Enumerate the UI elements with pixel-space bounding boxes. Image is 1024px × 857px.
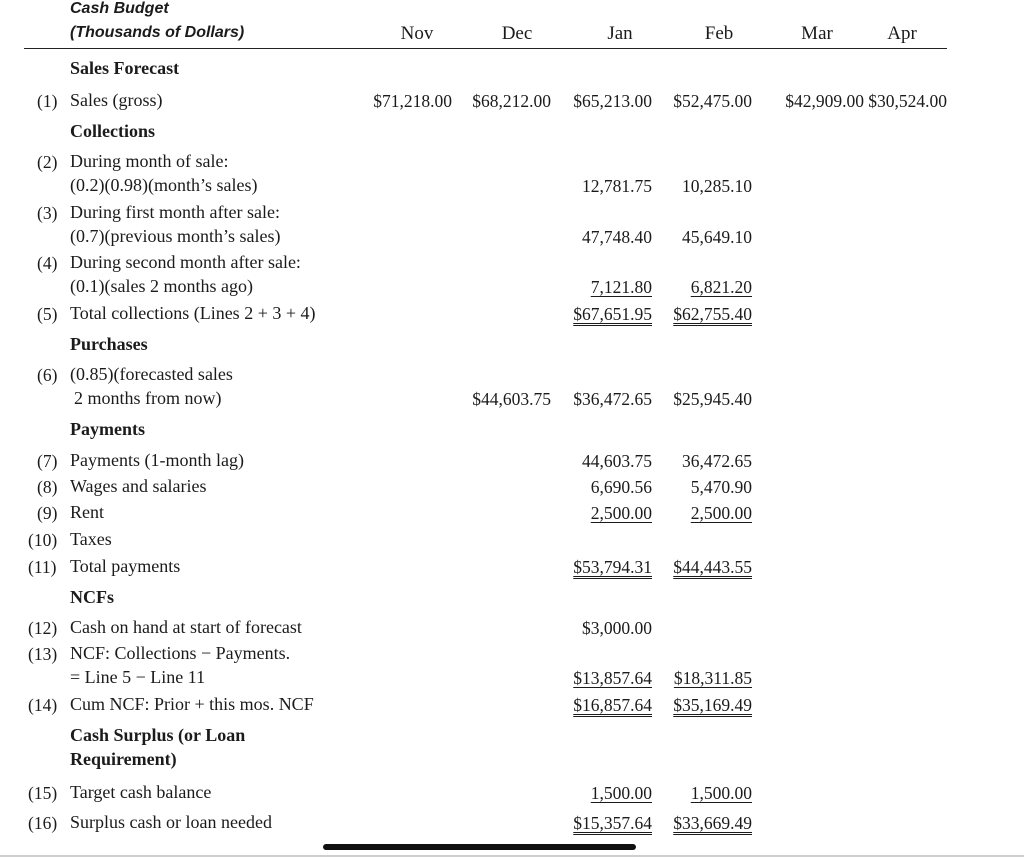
row-label-target-cash: Target cash balance [70, 782, 212, 802]
row-number: (12) [28, 618, 58, 638]
column-header-feb: Feb [704, 23, 734, 44]
cell-r14-jan: $16,857.64 [573, 695, 652, 715]
cell-sales-mar: $42,909.00 [785, 91, 864, 111]
section-collections: Collections [70, 121, 155, 141]
row-label-forecasted-sales: (0.85)(forecasted sales [70, 364, 233, 384]
cell-r9-jan: 2,500.00 [590, 503, 652, 523]
row-label-month-of-sale: During month of sale: [70, 151, 229, 171]
row-label-cash-on-hand: Cash on hand at start of forecast [70, 617, 302, 637]
cell-r6-jan: $36,472.65 [573, 389, 652, 409]
row-label-second-month-after: During second month after sale: [70, 252, 301, 272]
row-label-ncf: NCF: Collections − Payments. [70, 643, 291, 663]
row-label-ncf-formula: = Line 5 − Line 11 [70, 667, 206, 687]
row-label-first-month-after: During first month after sale: [70, 202, 280, 222]
cell-r2-feb: 10,285.10 [682, 176, 752, 196]
row-label-forecasted-sales-2: 2 months from now) [74, 388, 222, 408]
column-header-mar: Mar [801, 23, 833, 44]
row-number: (1) [37, 91, 58, 111]
row-number: (16) [28, 813, 58, 833]
cell-r16-jan: $15,357.64 [573, 813, 652, 833]
row-label-payments-lag: Payments (1-month lag) [70, 450, 244, 470]
row-number: (2) [37, 152, 58, 172]
row-label-surplus-cash: Surplus cash or loan needed [70, 812, 272, 832]
column-header-apr: Apr [887, 23, 917, 44]
table-subtitle: (Thousands of Dollars) [70, 24, 245, 41]
row-number: (9) [37, 503, 58, 523]
section-cash-surplus-2: Requirement) [70, 749, 177, 769]
row-number: (8) [37, 477, 58, 497]
cell-r6-feb: $25,945.40 [673, 389, 752, 409]
row-number: (10) [28, 530, 58, 550]
cell-r16-feb: $33,669.49 [673, 813, 752, 833]
row-number: (11) [28, 557, 57, 577]
cell-r12-jan: $3,000.00 [582, 618, 652, 638]
row-number: (3) [37, 203, 58, 223]
cell-r5-jan: $67,651.95 [573, 304, 652, 324]
cell-sales-dec: $68,212.00 [472, 91, 551, 111]
cell-r13-jan: $13,857.64 [573, 668, 652, 688]
cell-r8-jan: 6,690.56 [590, 477, 652, 497]
row-label-wages: Wages and salaries [70, 476, 207, 496]
section-payments: Payments [70, 419, 145, 439]
cell-r15-feb: 1,500.00 [690, 783, 752, 803]
cell-r11-feb: $44,443.55 [673, 557, 752, 577]
home-indicator[interactable] [323, 844, 636, 850]
row-number: (4) [37, 253, 58, 273]
cell-r5-feb: $62,755.40 [673, 304, 752, 324]
cell-r3-jan: 47,748.40 [582, 227, 652, 247]
row-label-second-month-after-formula: (0.1)(sales 2 months ago) [70, 276, 253, 296]
row-number: (15) [28, 783, 58, 803]
cell-r2-jan: 12,781.75 [582, 176, 652, 196]
cell-r13-feb: $18,311.85 [673, 668, 752, 688]
row-label-total-payments: Total payments [70, 556, 181, 576]
cell-r15-jan: 1,500.00 [590, 783, 652, 803]
header-rule [24, 48, 947, 49]
table-title: Cash Budget [70, 0, 169, 17]
row-number: (13) [28, 644, 58, 664]
cell-r6-dec: $44,603.75 [472, 389, 551, 409]
cell-r4-jan: 7,121.80 [590, 277, 652, 297]
cell-r4-feb: 6,821.20 [690, 277, 752, 297]
row-label-first-month-after-formula: (0.7)(previous month’s sales) [70, 226, 281, 246]
column-header-jan: Jan [607, 23, 633, 44]
cell-r7-jan: 44,603.75 [582, 451, 652, 471]
cell-r3-feb: 45,649.10 [682, 227, 752, 247]
cell-r8-feb: 5,470.90 [690, 477, 752, 497]
section-sales-forecast: Sales Forecast [70, 58, 180, 78]
row-label-cum-ncf: Cum NCF: Prior + this mos. NCF [70, 694, 314, 714]
column-header-dec: Dec [501, 23, 533, 44]
row-label-sales-gross: Sales (gross) [70, 90, 163, 110]
row-label-taxes: Taxes [70, 529, 112, 549]
section-cash-surplus: Cash Surplus (or Loan [70, 725, 246, 745]
cell-r14-feb: $35,169.49 [673, 695, 752, 715]
column-header-nov: Nov [400, 23, 434, 44]
cell-sales-feb: $52,475.00 [673, 91, 752, 111]
cell-sales-nov: $71,218.00 [373, 91, 452, 111]
cell-sales-apr: $30,524.00 [868, 91, 947, 111]
row-label-total-collections: Total collections (Lines 2 + 3 + 4) [70, 303, 316, 323]
row-number: (14) [28, 695, 58, 715]
row-number: (6) [37, 365, 58, 385]
row-label-month-of-sale-formula: (0.2)(0.98)(month’s sales) [70, 175, 258, 195]
section-purchases: Purchases [70, 334, 148, 354]
section-ncfs: NCFs [70, 587, 114, 607]
row-number: (5) [37, 304, 58, 324]
row-number: (7) [37, 451, 58, 471]
cell-r7-feb: 36,472.65 [682, 451, 752, 471]
row-label-rent: Rent [70, 502, 104, 522]
cell-sales-jan: $65,213.00 [573, 91, 652, 111]
cell-r9-feb: 2,500.00 [690, 503, 752, 523]
cell-r11-jan: $53,794.31 [573, 557, 652, 577]
